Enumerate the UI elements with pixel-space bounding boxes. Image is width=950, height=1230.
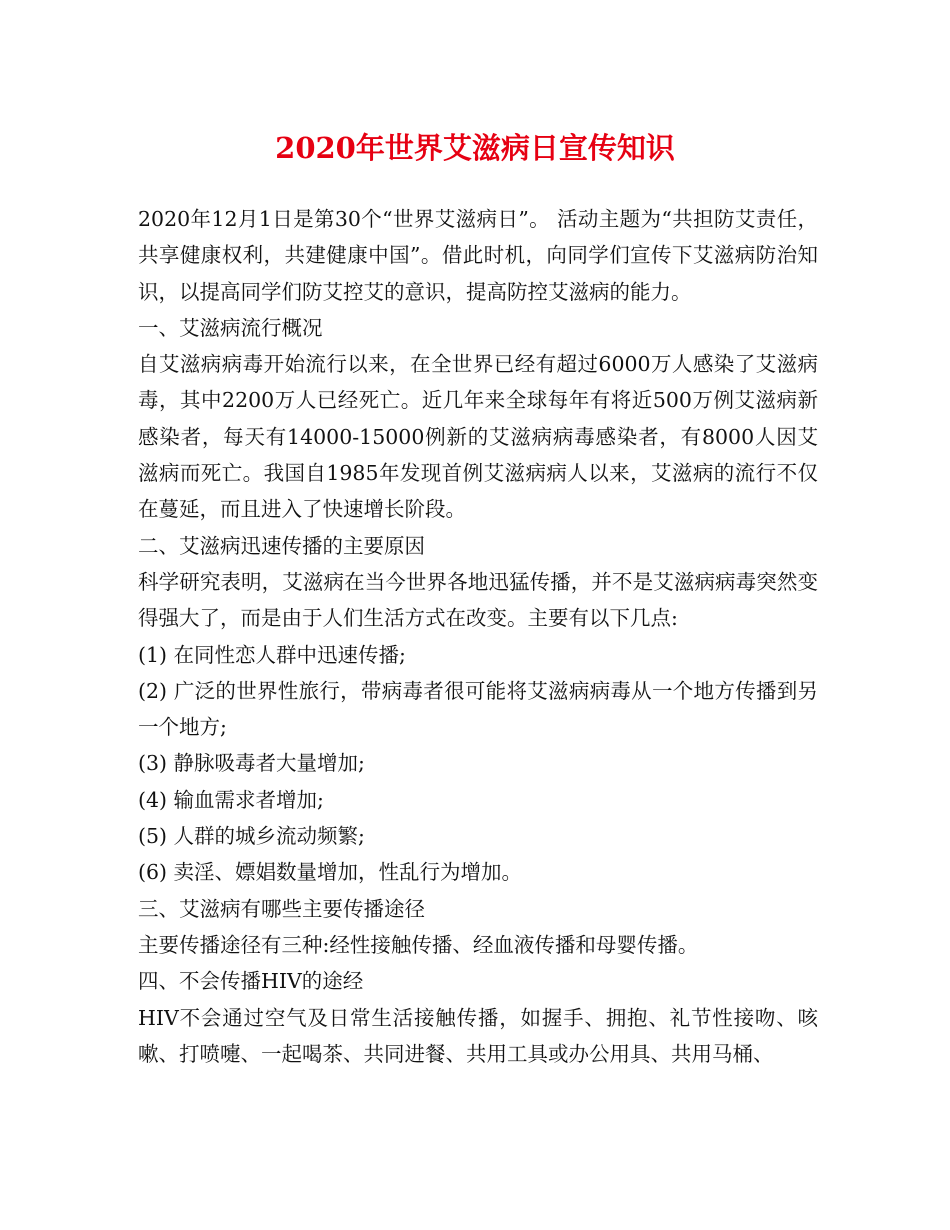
- cause-item-1: (1) 在同性恋人群中迅速传播;: [138, 642, 406, 667]
- causes-intro-paragraph: 科学研究表明，艾滋病在当今世界各地迅猛传播，并不是艾滋病病毒突然变得强大了，而是由于人们生活方式在改变。主要有以下几点:: [138, 569, 818, 631]
- document-title: 2020年世界艾滋病日宣传知识: [275, 131, 675, 165]
- non-transmission-paragraph: HIV不会通过空气及日常生活接触传播，如握手、拥抱、礼节性接吻、咳嗽、打喷嚏、一起喝茶、共同进餐、共用工具或办公用具、共用马桶、: [138, 1005, 818, 1066]
- section-heading-1: 一、艾滋病流行概况: [138, 315, 323, 340]
- document-body: [138, 201, 818, 1072]
- section-heading-4: 四、不会传播HIV的途经: [138, 969, 364, 994]
- section-heading-3: 三、艾滋病有哪些主要传播途径: [138, 896, 425, 921]
- section-heading-2: 二、艾滋病迅速传播的主要原因: [138, 533, 425, 558]
- cause-item-3: (3) 静脉吸毒者大量增加;: [138, 751, 365, 776]
- cause-item-4: (4) 输血需求者增加;: [138, 787, 324, 812]
- intro-paragraph: 2020年12月1日是第30个“世界艾滋病日”。 活动主题为“共担防艾责任，共享健康权利，共建健康中国”。借此时机，向同学们宣传下艾滋病防治知识，以提高同学们防艾控艾的意识，提高防控艾滋病的能力。: [138, 207, 818, 304]
- cause-item-6: (6) 卖淫、嫖娼数量增加，性乱行为增加。: [138, 860, 523, 885]
- cause-item-5: (5) 人群的城乡流动频繁;: [138, 824, 365, 849]
- transmission-routes-paragraph: 主要传播途径有三种:经性接触传播、经血液传播和母婴传播。: [138, 932, 699, 957]
- epidemic-overview-paragraph: 自艾滋病病毒开始流行以来，在全世界已经有超过6000万人感染了艾滋病毒，其中2200万人已经死亡。近几年来全球每年有将近500万例艾滋病新感染者，每天有14000-15000例新的艾滋病病毒感染者，有8000人因艾滋病而死亡。我国自1985年发现首例艾滋病病人以来，艾滋病的流行不仅在蔓延，而且进入了快速增长阶段。: [138, 352, 818, 522]
- cause-item-2: (2) 广泛的世界性旅行，带病毒者很可能将艾滋病病毒从一个地方传播到另一个地方;: [138, 678, 818, 740]
